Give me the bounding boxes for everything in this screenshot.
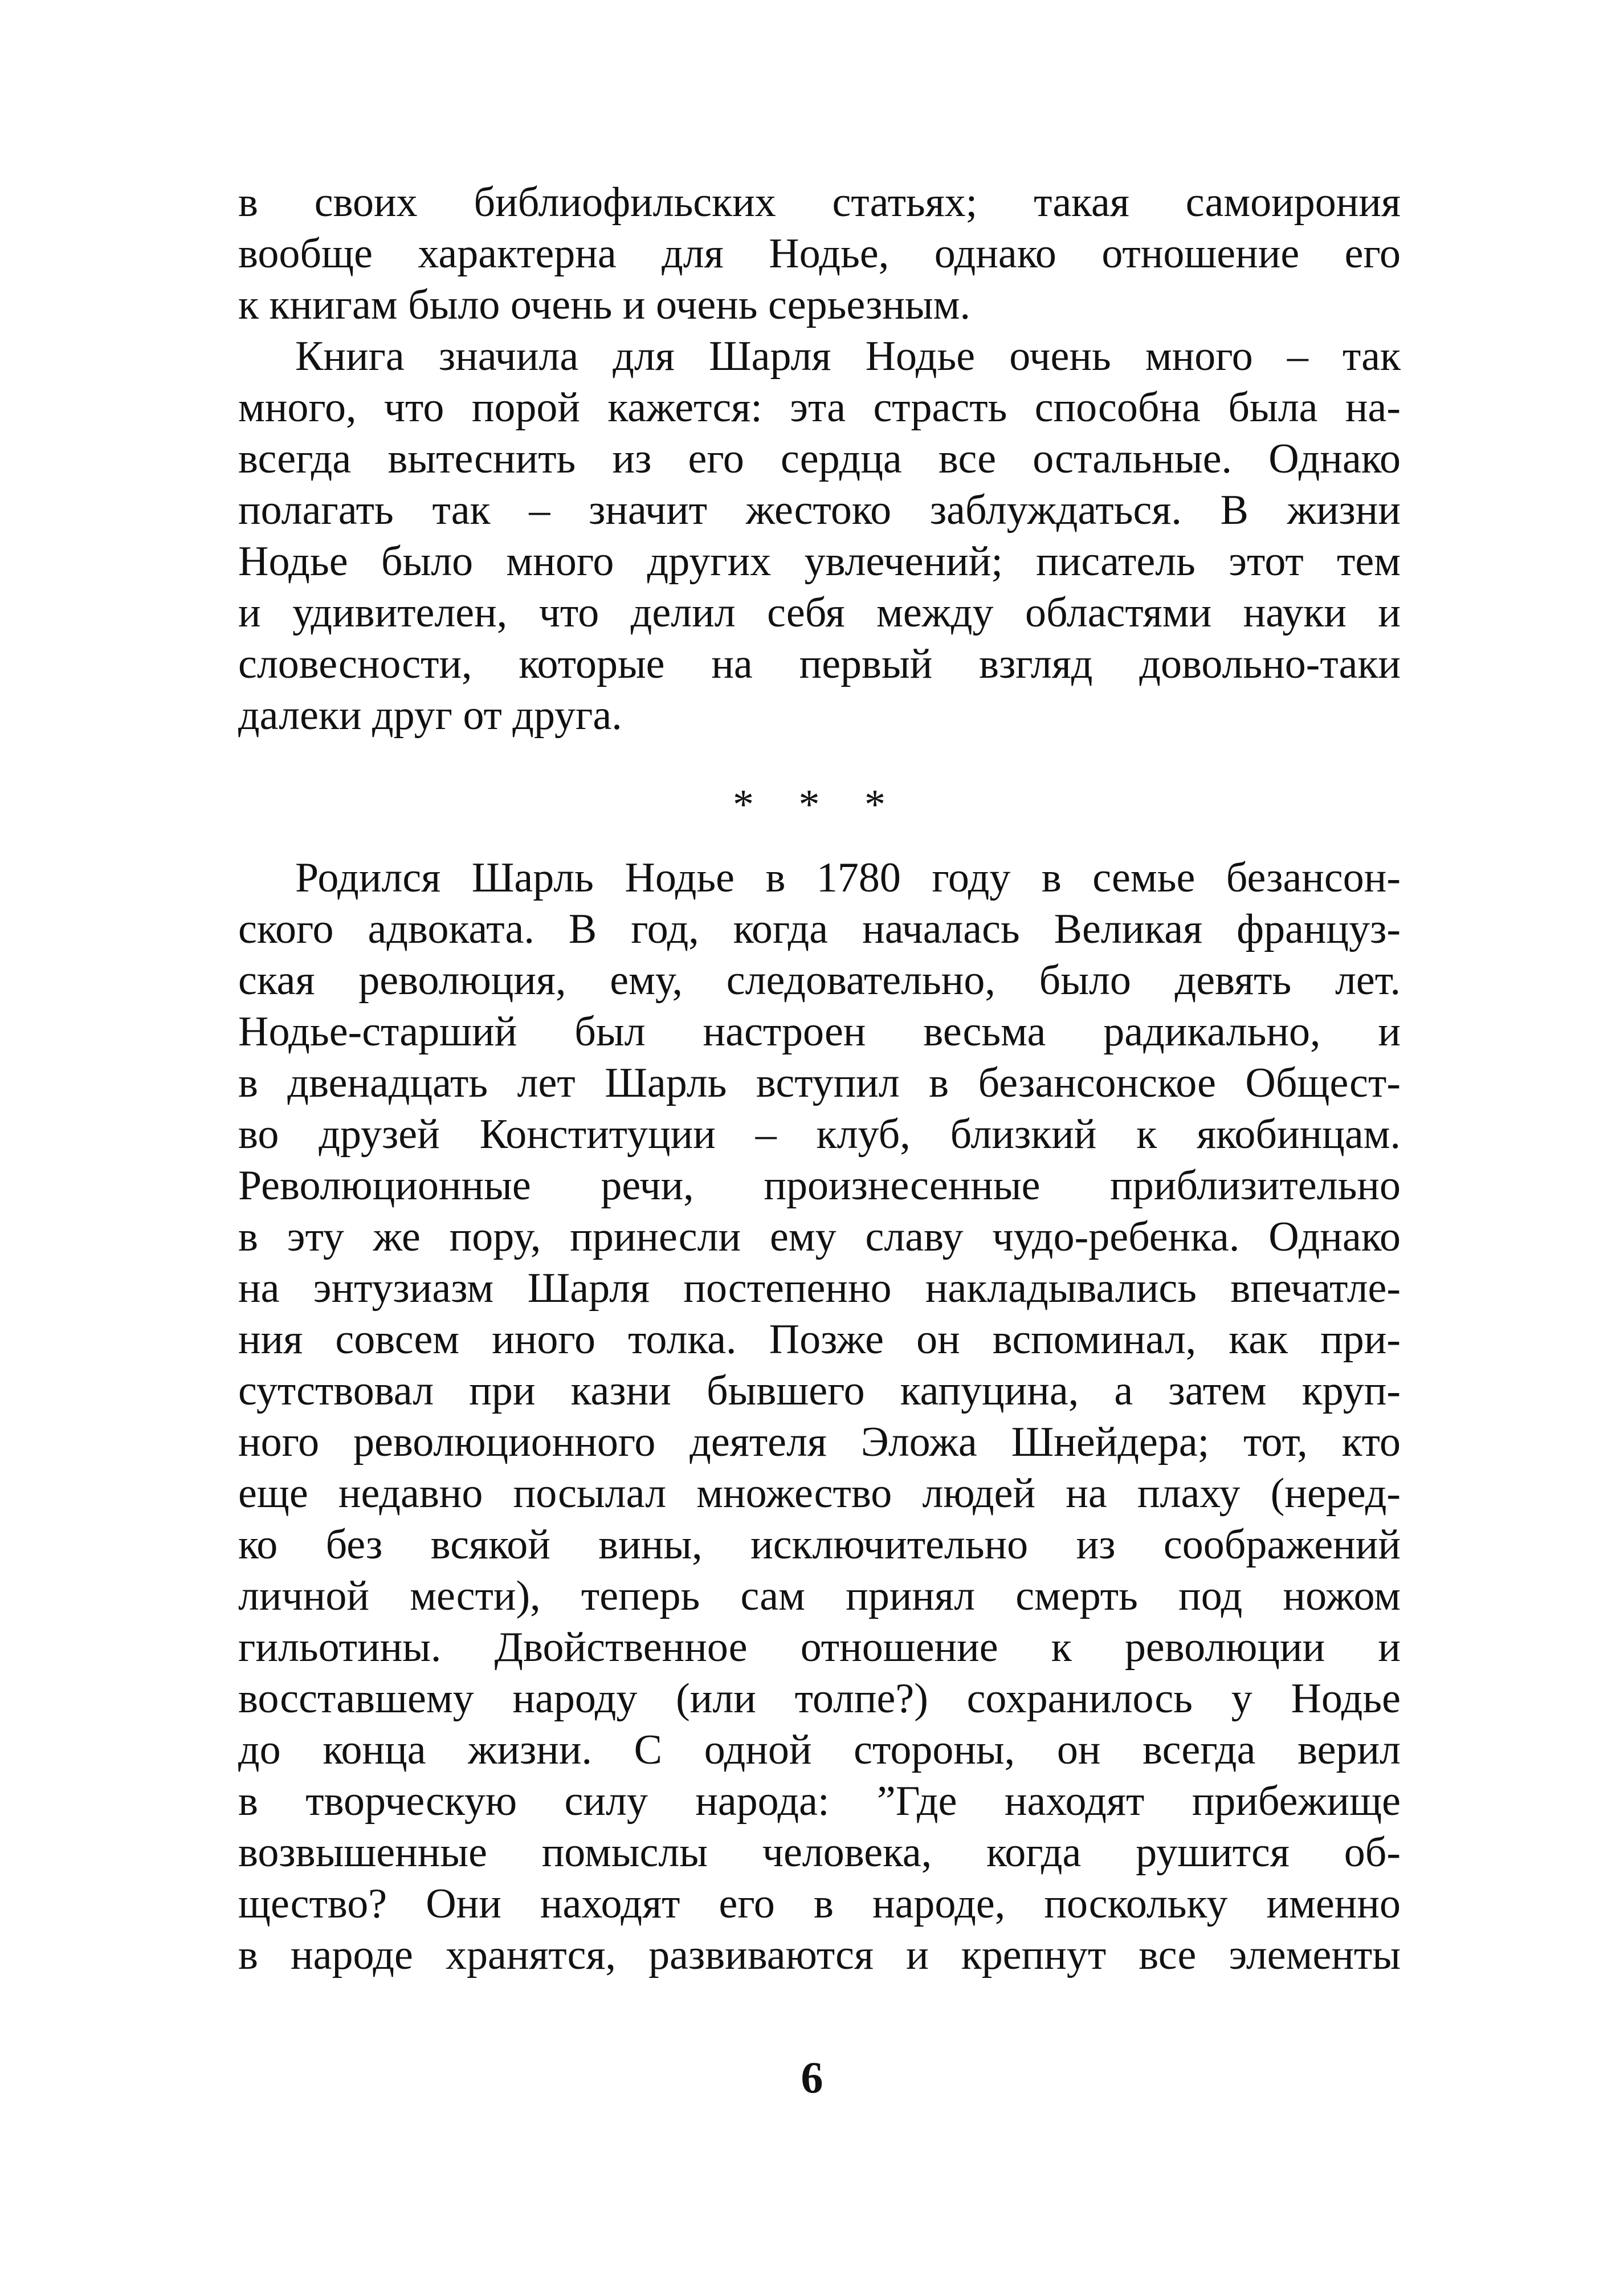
text-line: Книга значила для Шарля Нодье очень много – так: [295, 333, 1401, 380]
section-separator: * * *: [733, 781, 903, 828]
text-line: и удивителен, что делил себя между областями науки и: [238, 589, 1401, 636]
text-line: много, что порой кажется: эта страсть способна была на-: [238, 384, 1401, 431]
text-line: Революционные речи, произнесенные приблизительно: [238, 1162, 1401, 1209]
text-line: восставшему народу (или толпе?) сохранилось у Нодье: [238, 1675, 1401, 1722]
paragraph-continuation: [238, 177, 1401, 331]
text-line: полагать так – значит жестоко заблуждаться. В жизни: [238, 487, 1401, 534]
text-line: Нодье было много других увлечений; писатель этот тем: [238, 538, 1401, 585]
text-line: в эту же пору, принесли ему славу чудо-ребенка. Однако: [238, 1214, 1401, 1260]
text-line: ния совсем иного толка. Позже он вспоминал, как при-: [238, 1316, 1401, 1363]
text-line: в народе хранятся, развиваются и крепнут все элементы: [238, 1932, 1401, 1978]
text-line: щество? Они находят его в народе, поскольку именно: [238, 1880, 1401, 1927]
text-line: вообще характерна для Нодье, однако отношение его: [238, 230, 1401, 277]
page-number: 6: [801, 2053, 823, 2102]
text-line: во друзей Конституции – клуб, близкий к якобинцам.: [238, 1111, 1401, 1158]
text-line: ного революционного деятеля Эложа Шнейдера; тот, кто: [238, 1419, 1401, 1465]
text-line: в двенадцать лет Шарль вступил в безансонское Общест-: [238, 1060, 1401, 1106]
text-line: ского адвоката. В год, когда началась Великая француз-: [238, 906, 1401, 952]
text-line: ская революция, ему, следовательно, было девять лет.: [238, 957, 1401, 1004]
text-line: до конца жизни. С одной стороны, он всегда верил: [238, 1727, 1401, 1773]
text-line: к книгам было очень и очень серьезным.: [238, 282, 970, 328]
text-line: Родился Шарль Нодье в 1780 году в семье безансон-: [295, 854, 1401, 901]
text-line: в творческую силу народа: ”Где находят прибежище: [238, 1778, 1401, 1825]
text-line: ко без всякой вины, исключительно из соображений: [238, 1521, 1401, 1568]
text-line: всегда вытеснить из его сердца все остальные. Однако: [238, 435, 1401, 482]
text-line: личной мести), теперь сам принял смерть под ножом: [238, 1573, 1401, 1619]
text-line: сутствовал при казни бывшего капуцина, а затем круп-: [238, 1367, 1401, 1414]
text-line: словесности, которые на первый взгляд довольно-таки: [238, 641, 1401, 687]
text-line: далеки друг от друга.: [238, 692, 622, 739]
text-line: на энтузиазм Шарля постепенно накладывались впечатле-: [238, 1265, 1401, 1312]
text-line: в своих библиофильских статьях; такая самоирония: [238, 179, 1401, 226]
text-line: еще недавно посылал множество людей на плаху (неред-: [238, 1470, 1401, 1517]
paragraph-book-meaning: [238, 331, 1401, 741]
text-line: возвышенные помыслы человека, когда рушится об-: [238, 1829, 1401, 1876]
text-line: Нодье-старший был настроен весьма радикально, и: [238, 1008, 1401, 1055]
text-line: гильотины. Двойственное отношение к революции и: [238, 1624, 1401, 1671]
paragraph-biography: [238, 852, 1401, 1981]
